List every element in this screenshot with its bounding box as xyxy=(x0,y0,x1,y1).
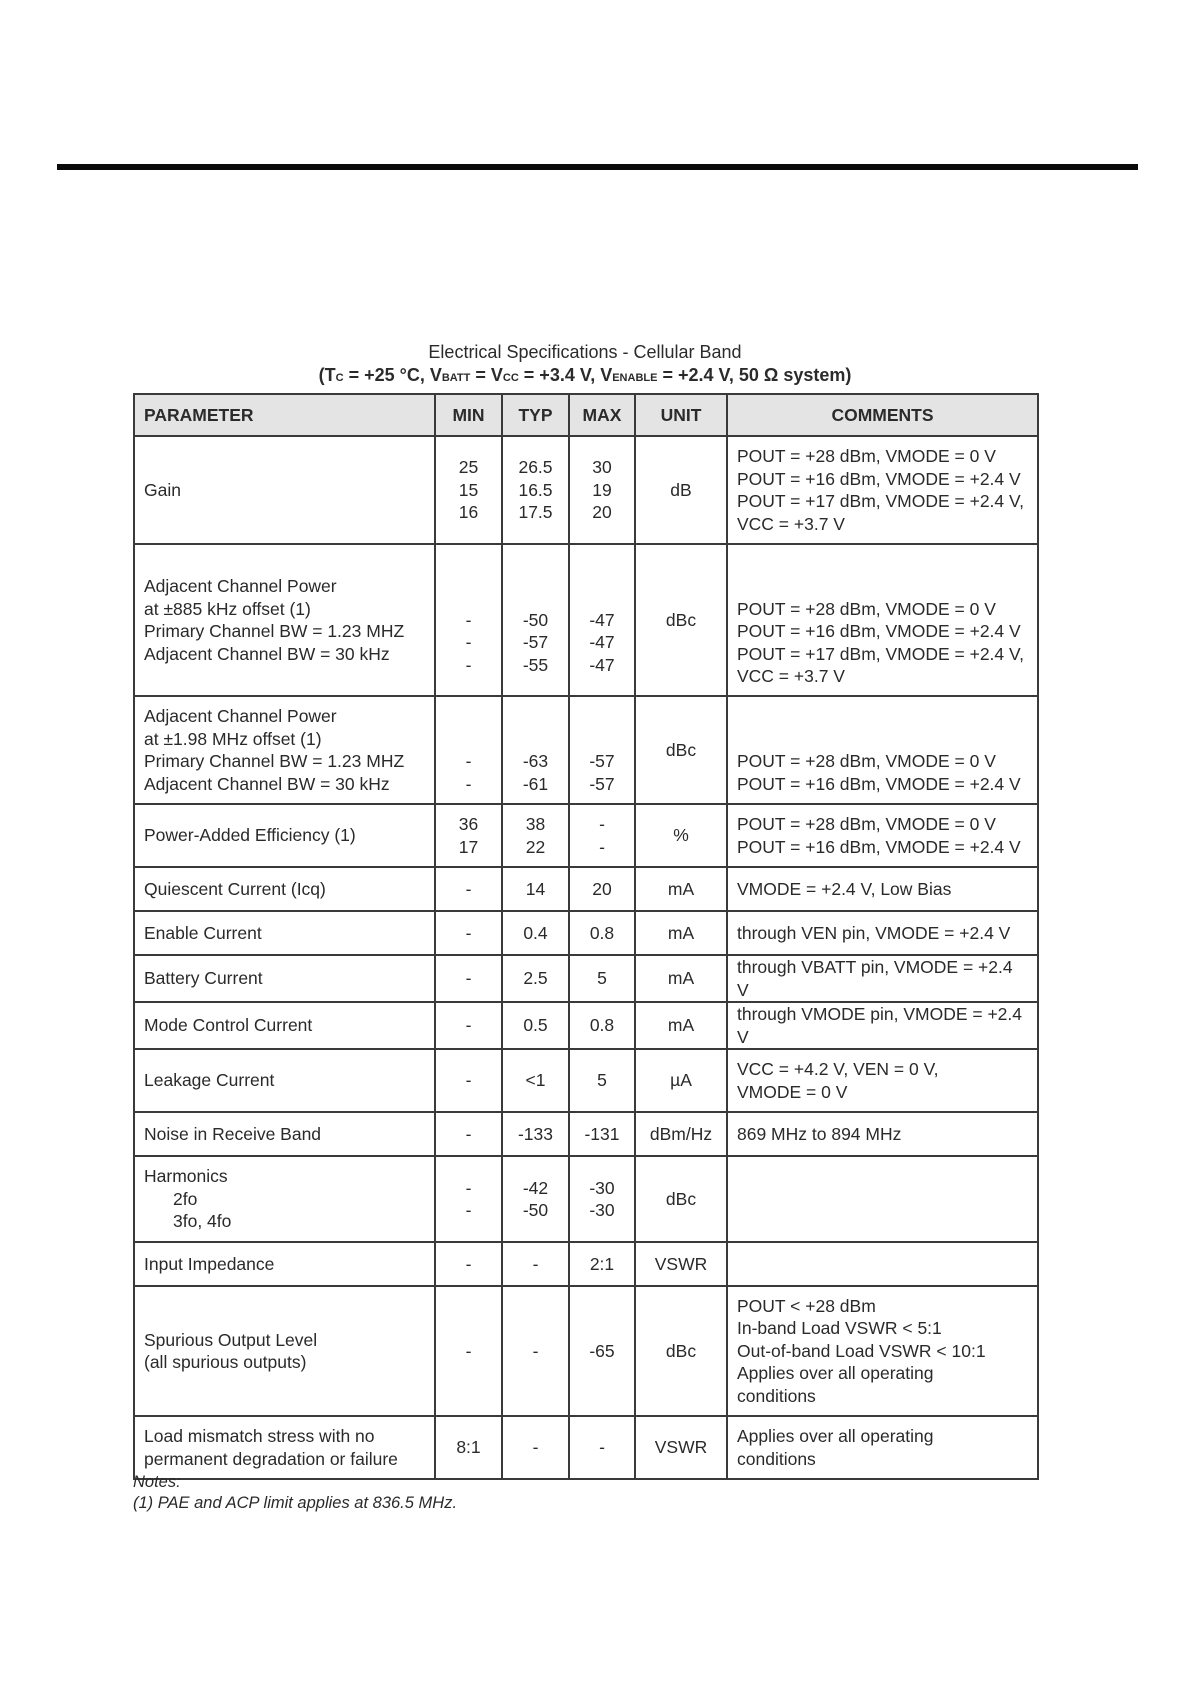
max-cell: 0.8 xyxy=(569,1002,635,1049)
typ-cell: 14 xyxy=(502,867,569,911)
min-cell: - xyxy=(435,1242,502,1286)
table-conditions: (TC = +25 °C, VBATT = VCC = +3.4 V, VENABLE = +2.4 V, 50 Ω system) xyxy=(318,365,852,385)
max-cell: 20 xyxy=(569,867,635,911)
note-item: (1) PAE and ACP limit applies at 836.5 MHz. xyxy=(133,1494,458,1512)
header-parameter: PARAMETER xyxy=(134,394,435,436)
table-title: Electrical Specifications - Cellular Band xyxy=(428,342,742,362)
table-row xyxy=(134,1156,1038,1242)
comments-cell: Applies over all operating conditions xyxy=(727,1416,1038,1479)
parameter-cell: Enable Current xyxy=(134,911,435,955)
comments-cell: 869 MHz to 894 MHz xyxy=(727,1112,1038,1156)
unit-cell: dBm/Hz xyxy=(635,1112,727,1156)
notes-heading: Notes: xyxy=(133,1473,181,1491)
min-cell: 25 15 16 xyxy=(435,436,502,544)
table-row xyxy=(134,1049,1038,1112)
comments-cell: POUT = +28 dBm, VMODE = 0 V POUT = +16 dBm, VMODE = +2.4 V xyxy=(727,804,1038,867)
parameter-cell: Battery Current xyxy=(134,955,435,1002)
min-cell: - xyxy=(435,1286,502,1416)
comments-cell: POUT = +28 dBm, VMODE = 0 V POUT = +16 dBm, VMODE = +2.4 V POUT = +17 dBm, VMODE = +2.4 V, VCC = +3.7 V xyxy=(727,436,1038,544)
header-rule xyxy=(57,164,1138,170)
parameter-cell: Quiescent Current (Icq) xyxy=(134,867,435,911)
max-cell: - - xyxy=(569,804,635,867)
typ-cell: 26.5 16.5 17.5 xyxy=(502,436,569,544)
min-cell: - xyxy=(435,955,502,1002)
unit-cell: mA xyxy=(635,911,727,955)
parameter-cell: Input Impedance xyxy=(134,1242,435,1286)
comments-cell: VCC = +4.2 V, VEN = 0 V, VMODE = 0 V xyxy=(727,1049,1038,1112)
min-cell: - xyxy=(435,1002,502,1049)
table-row xyxy=(134,1286,1038,1416)
min-cell: 8:1 xyxy=(435,1416,502,1479)
max-cell: -57 -57 xyxy=(569,696,635,804)
notes xyxy=(133,1472,457,1514)
header-min: MIN xyxy=(435,394,502,436)
max-cell: 5 xyxy=(569,955,635,1002)
comments-cell: through VBATT pin, VMODE = +2.4 V xyxy=(727,955,1038,1002)
unit-cell: VSWR xyxy=(635,1242,727,1286)
max-cell: 5 xyxy=(569,1049,635,1112)
unit-cell: % xyxy=(635,804,727,867)
min-cell: - xyxy=(435,867,502,911)
parameter-cell: Power-Added Efficiency (1) xyxy=(134,804,435,867)
parameter-cell: Adjacent Channel Power at ±1.98 MHz offset (1) Primary Channel BW = 1.23 MHZ Adjacent Channel BW = 30 kHz xyxy=(134,696,435,804)
min-cell: - - - xyxy=(435,544,502,696)
min-cell: - - xyxy=(435,696,502,804)
table-row xyxy=(134,867,1038,911)
comments-cell: POUT < +28 dBm In-band Load VSWR < 5:1 Out-of-band Load VSWR < 10:1 Applies over all operating conditions xyxy=(727,1286,1038,1416)
parameter-cell: Load mismatch stress with no permanent degradation or failure xyxy=(134,1416,435,1479)
typ-cell: 0.4 xyxy=(502,911,569,955)
typ-cell: -63 -61 xyxy=(502,696,569,804)
header-unit: UNIT xyxy=(635,394,727,436)
max-cell: 0.8 xyxy=(569,911,635,955)
table-row xyxy=(134,804,1038,867)
comments-cell xyxy=(727,1242,1038,1286)
table-body xyxy=(134,436,1038,1479)
max-cell: 30 19 20 xyxy=(569,436,635,544)
max-cell: -65 xyxy=(569,1286,635,1416)
table-row xyxy=(134,911,1038,955)
typ-cell: 38 22 xyxy=(502,804,569,867)
unit-cell: dBc xyxy=(635,1286,727,1416)
table-row xyxy=(134,436,1038,544)
min-cell: - xyxy=(435,911,502,955)
table-header-row xyxy=(134,394,1038,436)
typ-cell: - xyxy=(502,1242,569,1286)
parameter-cell: Spurious Output Level (all spurious outputs) xyxy=(134,1286,435,1416)
unit-cell: dBc xyxy=(635,696,727,804)
header-max: MAX xyxy=(569,394,635,436)
table-row xyxy=(134,1416,1038,1479)
unit-cell: VSWR xyxy=(635,1416,727,1479)
max-cell: 2:1 xyxy=(569,1242,635,1286)
header-comments: COMMENTS xyxy=(727,394,1038,436)
min-cell: - - xyxy=(435,1156,502,1242)
unit-cell: mA xyxy=(635,867,727,911)
unit-cell: dBc xyxy=(635,544,727,696)
typ-cell: - xyxy=(502,1286,569,1416)
table-row xyxy=(134,1112,1038,1156)
typ-cell: <1 xyxy=(502,1049,569,1112)
typ-cell: -50 -57 -55 xyxy=(502,544,569,696)
header-typ: TYP xyxy=(502,394,569,436)
comments-cell: POUT = +28 dBm, VMODE = 0 V POUT = +16 dBm, VMODE = +2.4 V POUT = +17 dBm, VMODE = +2.4 V, VCC = +3.7 V xyxy=(727,544,1038,696)
comments-cell xyxy=(727,1156,1038,1242)
parameter-cell: Harmonics 2fo 3fo, 4fo xyxy=(134,1156,435,1242)
typ-cell: 0.5 xyxy=(502,1002,569,1049)
table-row xyxy=(134,544,1038,696)
unit-cell: dB xyxy=(635,436,727,544)
unit-cell: mA xyxy=(635,955,727,1002)
unit-cell: µA xyxy=(635,1049,727,1112)
parameter-cell: Gain xyxy=(134,436,435,544)
comments-cell: through VEN pin, VMODE = +2.4 V xyxy=(727,911,1038,955)
min-cell: - xyxy=(435,1049,502,1112)
parameter-cell: Leakage Current xyxy=(134,1049,435,1112)
max-cell: - xyxy=(569,1416,635,1479)
electrical-spec-table xyxy=(133,393,1039,1480)
table-row xyxy=(134,696,1038,804)
table-row xyxy=(134,1002,1038,1049)
typ-cell: -133 xyxy=(502,1112,569,1156)
comments-cell: POUT = +28 dBm, VMODE = 0 V POUT = +16 dBm, VMODE = +2.4 V xyxy=(727,696,1038,804)
parameter-cell: Noise in Receive Band xyxy=(134,1112,435,1156)
comments-cell: VMODE = +2.4 V, Low Bias xyxy=(727,867,1038,911)
max-cell: -131 xyxy=(569,1112,635,1156)
parameter-cell: Adjacent Channel Power at ±885 kHz offset (1) Primary Channel BW = 1.23 MHZ Adjacent Channel BW = 30 kHz xyxy=(134,544,435,696)
min-cell: - xyxy=(435,1112,502,1156)
comments-cell: through VMODE pin, VMODE = +2.4 V xyxy=(727,1002,1038,1049)
typ-cell: 2.5 xyxy=(502,955,569,1002)
typ-cell: - xyxy=(502,1416,569,1479)
min-cell: 36 17 xyxy=(435,804,502,867)
unit-cell: dBc xyxy=(635,1156,727,1242)
table-row xyxy=(134,1242,1038,1286)
parameter-cell: Mode Control Current xyxy=(134,1002,435,1049)
max-cell: -47 -47 -47 xyxy=(569,544,635,696)
typ-cell: -42 -50 xyxy=(502,1156,569,1242)
max-cell: -30 -30 xyxy=(569,1156,635,1242)
unit-cell: mA xyxy=(635,1002,727,1049)
table-row xyxy=(134,955,1038,1002)
